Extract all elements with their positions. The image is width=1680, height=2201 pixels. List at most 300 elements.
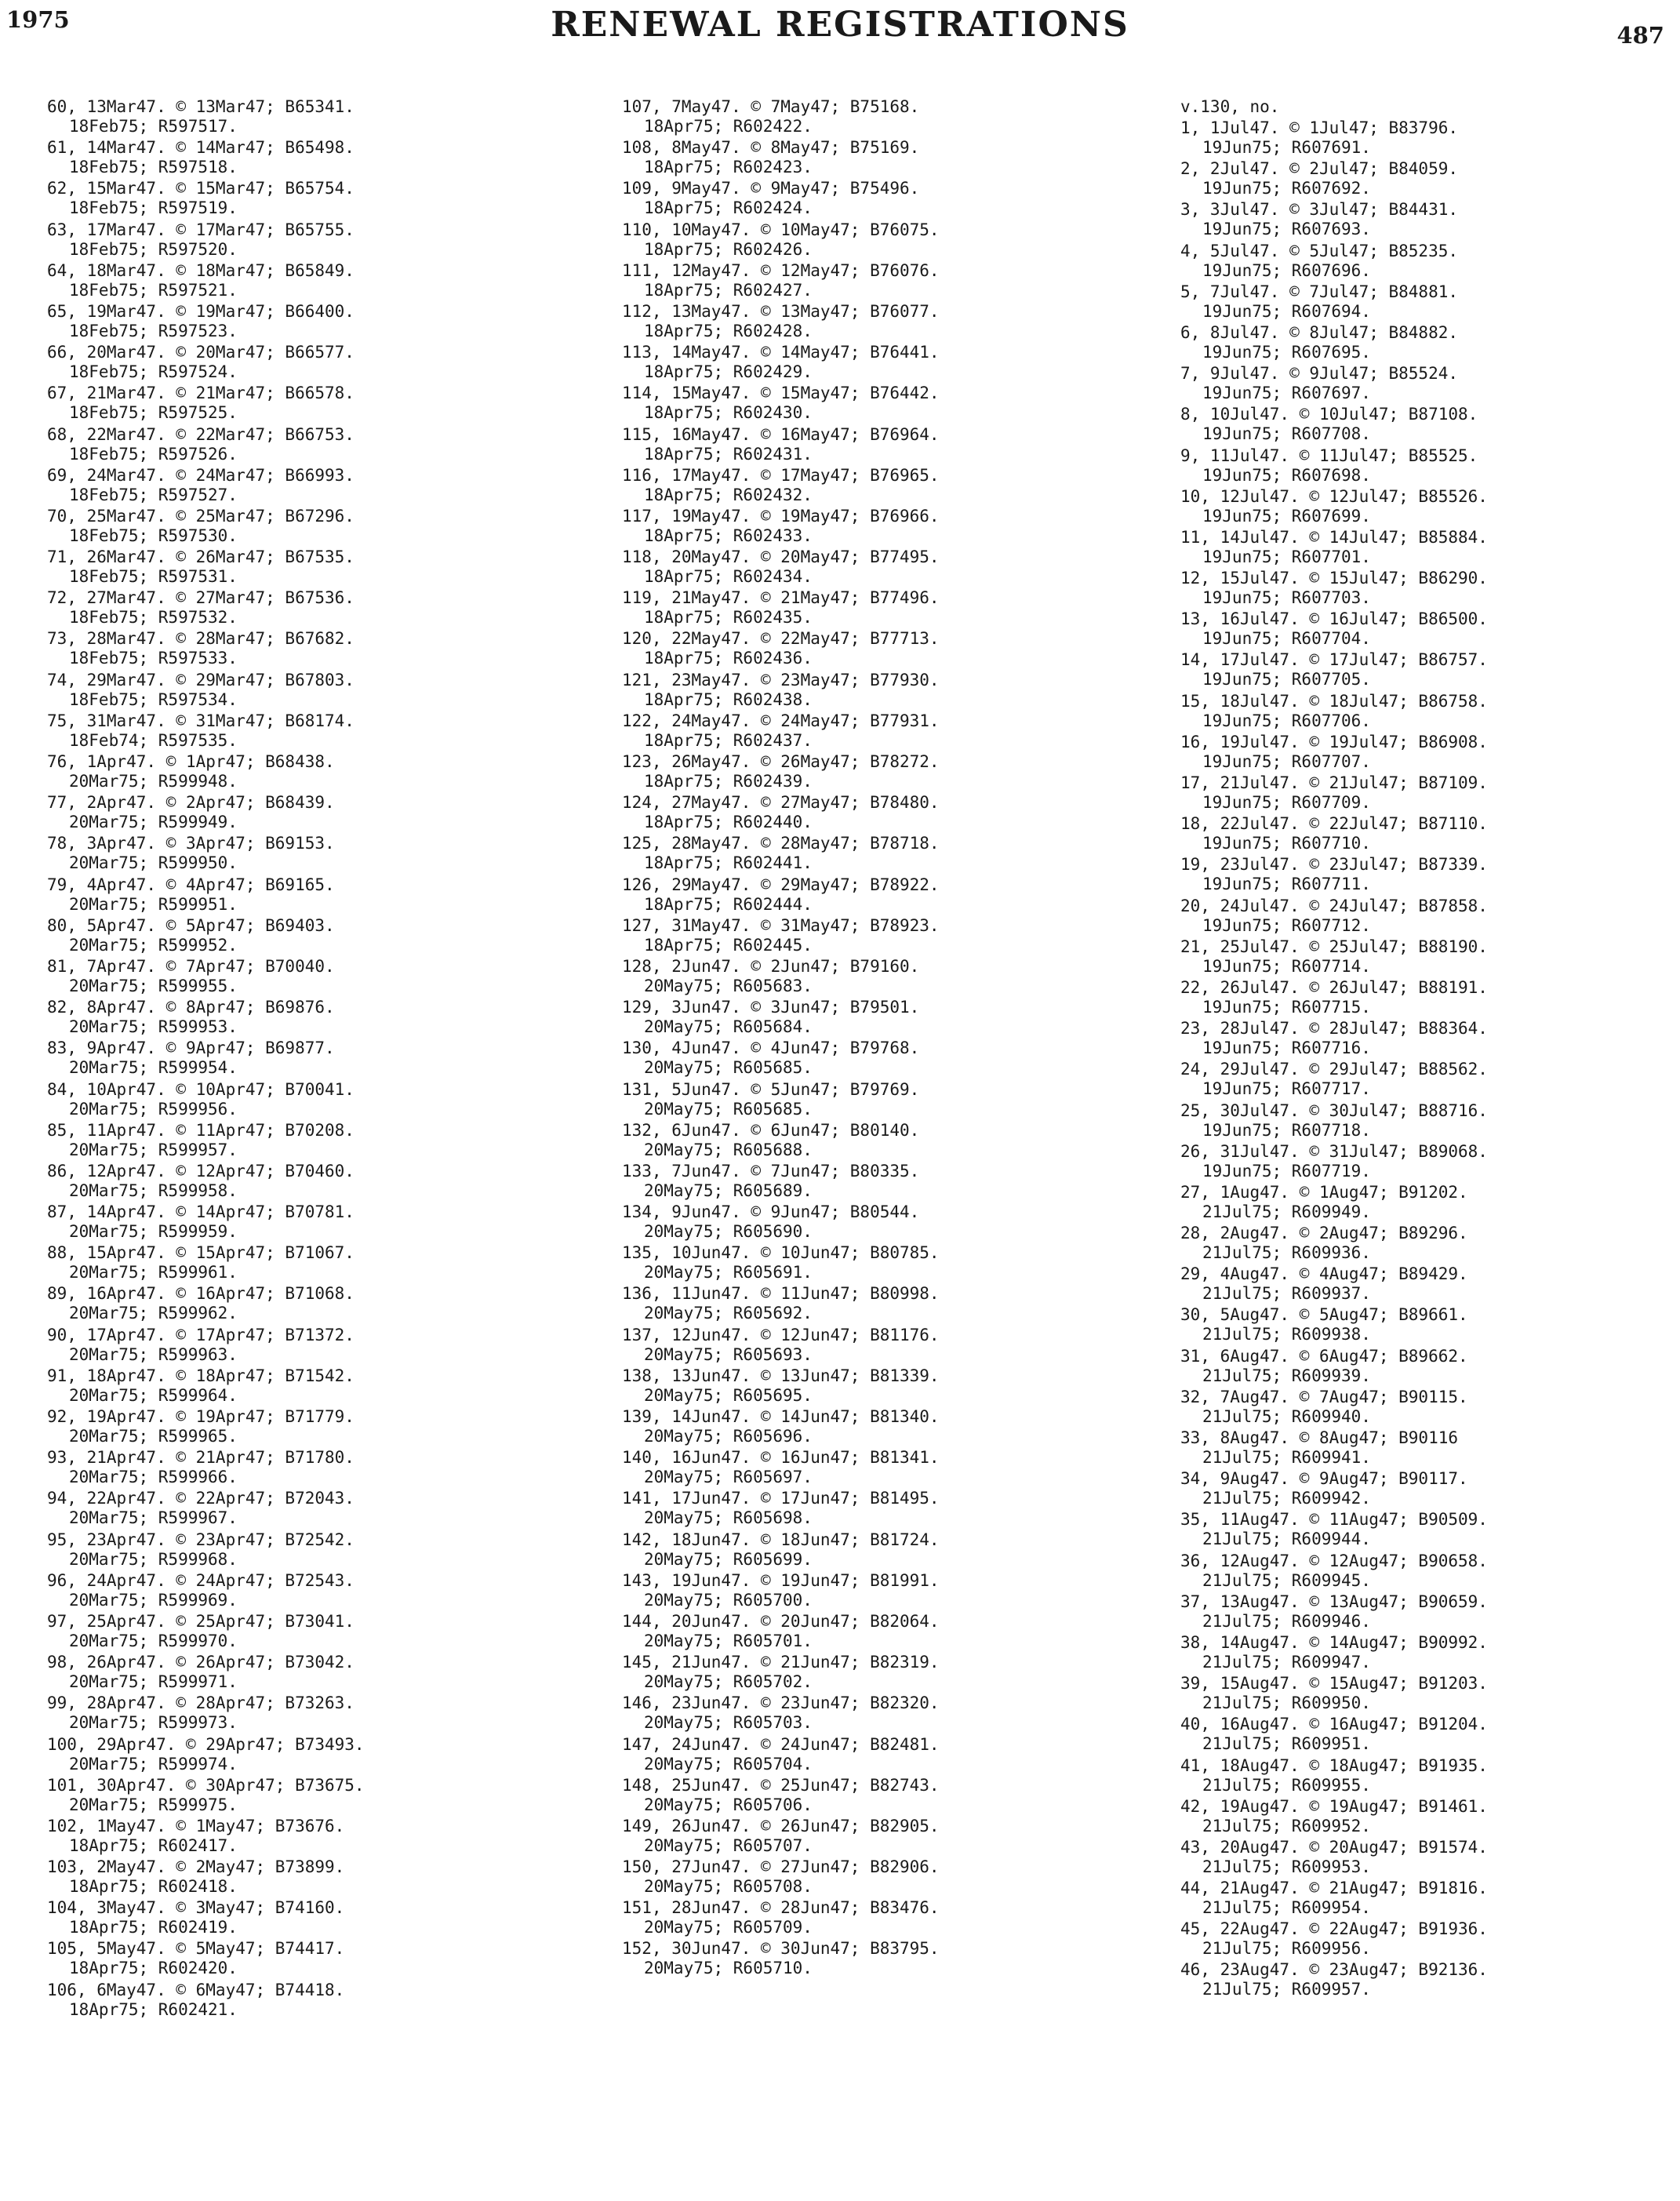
entry-renewal-line: 18Apr75; R602434. <box>644 567 813 587</box>
entry-renewal-line: 18Apr75; R602435. <box>644 608 813 628</box>
entry-renewal-line: 20May75; R605704. <box>644 1754 813 1774</box>
entry-renewal-line: 19Jun75; R607707. <box>1202 751 1371 771</box>
registration-entry <box>47 1898 365 1937</box>
registration-entry <box>47 138 365 177</box>
entry-registration-line: 122, 24May47. © 24May47; B77931. <box>622 711 940 730</box>
entry-renewal-line: 19Jun75; R607715. <box>1202 997 1371 1017</box>
entry-registration-line: 39, 15Aug47. © 15Aug47; B91203. <box>1180 1674 1488 1693</box>
entry-registration-line: 89, 16Apr47. © 16Apr47; B71068. <box>47 1284 355 1304</box>
registration-entry <box>47 1039 365 1078</box>
entry-renewal-line: 18Apr75; R602433. <box>644 526 813 545</box>
registration-entry <box>622 1039 940 1078</box>
entry-registration-line: 109, 9May47. © 9May47; B75496. <box>622 179 920 198</box>
registration-entry <box>47 1366 365 1406</box>
entry-renewal-line: 19Jun75; R607716. <box>1202 1039 1371 1058</box>
registration-entry <box>1180 323 1488 362</box>
entry-registration-line: 121, 23May47. © 23May47; B77930. <box>622 670 940 689</box>
entry-renewal-line: 20Mar75; R599956. <box>69 1099 238 1119</box>
entry-renewal-line: 20Mar75; R599965. <box>69 1427 238 1446</box>
entry-registration-line: 135, 10Jun47. © 10Jun47; B80785. <box>622 1243 940 1263</box>
entry-registration-line: 61, 14Mar47. © 14Mar47; B65498. <box>47 138 355 158</box>
entry-renewal-line: 18Apr75; R602439. <box>644 772 813 791</box>
entry-renewal-line: 19Jun75; R607695. <box>1202 342 1371 362</box>
entry-registration-line: 114, 15May47. © 15May47; B76442. <box>622 384 940 403</box>
entry-registration-line: 13, 16Jul47. © 16Jul47; B86500. <box>1180 609 1488 629</box>
entry-registration-line: 27, 1Aug47. © 1Aug47; B91202. <box>1180 1182 1468 1202</box>
entry-renewal-line: 18Apr75; R602426. <box>644 239 813 259</box>
entry-registration-line: 99, 28Apr47. © 28Apr47; B73263. <box>47 1693 355 1713</box>
registration-entry <box>622 507 940 546</box>
entry-renewal-line: 20May75; R605685. <box>644 1099 813 1119</box>
registration-entry <box>47 1857 365 1897</box>
entry-renewal-line: 18Apr75; R602445. <box>644 935 813 955</box>
registration-entry <box>622 1080 940 1119</box>
registration-entry <box>622 1448 940 1487</box>
entry-renewal-line: 18Apr75; R602431. <box>644 444 813 464</box>
registration-entry <box>47 1571 365 1610</box>
entry-registration-line: 42, 19Aug47. © 19Aug47; B91461. <box>1180 1796 1488 1816</box>
registration-entry <box>622 671 940 710</box>
entry-renewal-line: 19Jun75; R607692. <box>1202 179 1371 198</box>
entry-registration-line: 136, 11Jun47. © 11Jun47; B80998. <box>622 1284 940 1304</box>
entry-registration-line: 125, 28May47. © 28May47; B78718. <box>622 834 940 853</box>
registration-entry <box>1180 1388 1488 1427</box>
entry-renewal-line: 18Feb74; R597535. <box>69 730 238 750</box>
entry-renewal-line: 21Jul75; R609953. <box>1202 1857 1371 1876</box>
registration-entry <box>622 1284 940 1323</box>
entry-renewal-line: 20May75; R605698. <box>644 1508 813 1528</box>
entry-renewal-line: 21Jul75; R609946. <box>1202 1611 1371 1631</box>
entry-renewal-line: 21Jul75; R609954. <box>1202 1898 1371 1918</box>
entry-registration-line: 7, 9Jul47. © 9Jul47; B85524. <box>1180 364 1459 384</box>
entry-renewal-line: 18Apr75; R602420. <box>69 1959 238 1978</box>
registration-entry <box>47 1326 365 1365</box>
entry-renewal-line: 20May75; R605708. <box>644 1877 813 1897</box>
registration-entry <box>1180 733 1488 772</box>
registration-entry <box>622 466 940 505</box>
entry-renewal-line: 18Feb75; R597534. <box>69 689 238 709</box>
entry-renewal-line: 18Feb75; R597533. <box>69 649 238 668</box>
registration-entry <box>1180 1674 1488 1713</box>
entry-renewal-line: 19Jun75; R607710. <box>1202 834 1371 853</box>
entry-renewal-line: 18Feb75; R597523. <box>69 321 238 340</box>
entry-registration-line: 12, 15Jul47. © 15Jul47; B86290. <box>1180 569 1488 588</box>
entry-renewal-line: 19Jun75; R607712. <box>1202 915 1371 935</box>
registration-entry <box>622 793 940 832</box>
entry-renewal-line: 18Apr75; R602417. <box>69 1835 238 1855</box>
entry-registration-line: 128, 2Jun47. © 2Jun47; B79160. <box>622 956 920 976</box>
registration-entry <box>1180 1060 1488 1099</box>
entry-renewal-line: 18Apr75; R602436. <box>644 649 813 668</box>
entry-renewal-line: 19Jun75; R607714. <box>1202 956 1371 976</box>
registration-entry <box>1180 773 1488 813</box>
registration-entry <box>622 343 940 382</box>
entry-registration-line: 5, 7Jul47. © 7Jul47; B84881. <box>1180 282 1459 301</box>
registration-entry <box>1180 118 1488 158</box>
entry-renewal-line: 21Jul75; R609940. <box>1202 1406 1371 1426</box>
entry-renewal-line: 20Mar75; R599968. <box>69 1549 238 1569</box>
entry-registration-line: 142, 18Jun47. © 18Jun47; B81724. <box>622 1530 940 1549</box>
registration-entry <box>47 629 365 668</box>
registration-entry <box>1180 1224 1488 1263</box>
entry-renewal-line: 18Feb75; R597518. <box>69 158 238 177</box>
registration-entry <box>622 588 940 628</box>
registration-entry <box>622 1612 940 1651</box>
registration-entry <box>47 507 365 546</box>
entry-registration-line: 98, 26Apr47. © 26Apr47; B73042. <box>47 1653 355 1672</box>
entry-registration-line: 71, 26Mar47. © 26Mar47; B67535. <box>47 548 355 567</box>
registration-entry <box>47 1939 365 1978</box>
entry-registration-line: 120, 22May47. © 22May47; B77713. <box>622 629 940 649</box>
entry-registration-line: 40, 16Aug47. © 16Aug47; B91204. <box>1180 1715 1488 1734</box>
entry-registration-line: 138, 13Jun47. © 13Jun47; B81339. <box>622 1366 940 1385</box>
entry-registration-line: 38, 14Aug47. © 14Aug47; B90992. <box>1180 1632 1488 1652</box>
column-1 <box>47 97 365 2021</box>
registration-entry <box>47 1202 365 1242</box>
registration-entry <box>1180 487 1488 526</box>
entry-registration-line: 37, 13Aug47. © 13Aug47; B90659. <box>1180 1592 1488 1611</box>
entry-registration-line: 145, 21Jun47. © 21Jun47; B82319. <box>622 1653 940 1672</box>
registration-entry <box>47 752 365 791</box>
entry-registration-line: 14, 17Jul47. © 17Jul47; B86757. <box>1180 650 1488 670</box>
registration-entry <box>622 957 940 996</box>
entry-registration-line: 100, 29Apr47. © 29Apr47; B73493. <box>47 1734 365 1754</box>
registration-entry <box>622 711 940 751</box>
entry-renewal-line: 18Apr75; R602427. <box>644 280 813 300</box>
entry-renewal-line: 18Apr75; R602440. <box>644 813 813 832</box>
entry-registration-line: 152, 30Jun47. © 30Jun47; B83795. <box>622 1939 940 1959</box>
registration-entry <box>47 343 365 382</box>
entry-renewal-line: 19Jun75; R607696. <box>1202 260 1371 280</box>
entry-registration-line: 129, 3Jun47. © 3Jun47; B79501. <box>622 998 920 1017</box>
registration-entry <box>622 384 940 423</box>
entry-registration-line: 141, 17Jun47. © 17Jun47; B81495. <box>622 1489 940 1508</box>
entry-registration-line: 117, 19May47. © 19May47; B76966. <box>622 506 940 526</box>
entry-renewal-line: 18Apr75; R602441. <box>644 853 813 873</box>
entry-renewal-line: 21Jul75; R609938. <box>1202 1325 1371 1344</box>
entry-registration-line: 101, 30Apr47. © 30Apr47; B73675. <box>47 1775 365 1795</box>
entry-renewal-line: 20May75; R605695. <box>644 1385 813 1405</box>
entry-registration-line: 29, 4Aug47. © 4Aug47; B89429. <box>1180 1264 1468 1284</box>
entry-renewal-line: 18Feb75; R597524. <box>69 362 238 382</box>
entry-renewal-line: 21Jul75; R609949. <box>1202 1202 1371 1221</box>
entry-registration-line: 133, 7Jun47. © 7Jun47; B80335. <box>622 1161 920 1181</box>
entry-registration-line: 127, 31May47. © 31May47; B78923. <box>622 915 940 935</box>
registration-entry <box>47 1735 365 1774</box>
entry-renewal-line: 18Apr75; R602418. <box>69 1877 238 1897</box>
entry-registration-line: 103, 2May47. © 2May47; B73899. <box>47 1857 345 1877</box>
entry-registration-line: 46, 23Aug47. © 23Aug47; B92136. <box>1180 1960 1488 1980</box>
entry-registration-line: 81, 7Apr47. © 7Apr47; B70040. <box>47 956 335 976</box>
entry-registration-line: 118, 20May47. © 20May47; B77495. <box>622 548 940 567</box>
entry-registration-line: 119, 21May47. © 21May47; B77496. <box>622 588 940 608</box>
registration-entry <box>47 1776 365 1815</box>
registration-entry <box>622 1407 940 1446</box>
entry-renewal-line: 19Jun75; R607697. <box>1202 384 1371 403</box>
entry-renewal-line: 20May75; R605702. <box>644 1672 813 1692</box>
registration-entry <box>1180 1469 1488 1508</box>
entry-renewal-line: 18Apr75; R602432. <box>644 485 813 504</box>
entry-registration-line: 20, 24Jul47. © 24Jul47; B87858. <box>1180 896 1488 915</box>
entry-registration-line: 131, 5Jun47. © 5Jun47; B79769. <box>622 1079 920 1099</box>
entry-registration-line: 9, 11Jul47. © 11Jul47; B85525. <box>1180 446 1478 465</box>
entry-renewal-line: 20May75; R605684. <box>644 1017 813 1037</box>
entry-registration-line: 106, 6May47. © 6May47; B74418. <box>47 1980 345 1999</box>
registration-entry <box>622 261 940 300</box>
entry-registration-line: 23, 28Jul47. © 28Jul47; B88364. <box>1180 1019 1488 1039</box>
column-3 <box>1180 97 1488 2002</box>
entry-registration-line: 116, 17May47. © 17May47; B76965. <box>622 465 940 485</box>
registration-entry <box>622 1202 940 1242</box>
entry-renewal-line: 21Jul75; R609941. <box>1202 1448 1371 1467</box>
entry-registration-line: 91, 18Apr47. © 18Apr47; B71542. <box>47 1366 355 1385</box>
entry-registration-line: 74, 29Mar47. © 29Mar47; B67803. <box>47 670 355 689</box>
registration-entry <box>622 1776 940 1815</box>
entry-registration-line: 86, 12Apr47. © 12Apr47; B70460. <box>47 1161 355 1181</box>
entry-renewal-line: 20Mar75; R599964. <box>69 1385 238 1405</box>
registration-entry <box>1180 405 1488 444</box>
entry-registration-line: 30, 5Aug47. © 5Aug47; B89661. <box>1180 1305 1468 1325</box>
entry-registration-line: 3, 3Jul47. © 3Jul47; B84431. <box>1180 200 1459 220</box>
registration-entry <box>622 138 940 177</box>
entry-registration-line: 31, 6Aug47. © 6Aug47; B89662. <box>1180 1346 1468 1366</box>
entry-registration-line: 36, 12Aug47. © 12Aug47; B90658. <box>1180 1551 1488 1570</box>
registration-entry <box>622 1857 940 1897</box>
entry-registration-line: 28, 2Aug47. © 2Aug47; B89296. <box>1180 1224 1468 1243</box>
entry-renewal-line: 18Apr75; R602437. <box>644 730 813 750</box>
entry-registration-line: 35, 11Aug47. © 11Aug47; B90509. <box>1180 1510 1488 1530</box>
entry-registration-line: 108, 8May47. © 8May47; B75169. <box>622 138 920 158</box>
entry-renewal-line: 20May75; R605706. <box>644 1795 813 1814</box>
entry-renewal-line: 20Mar75; R599951. <box>69 894 238 914</box>
registration-entry <box>1180 242 1488 281</box>
entry-registration-line: 130, 4Jun47. © 4Jun47; B79768. <box>622 1039 920 1058</box>
registration-entry <box>1180 1264 1488 1304</box>
entry-registration-line: 4, 5Jul47. © 5Jul47; B85235. <box>1180 241 1459 260</box>
entry-renewal-line: 20May75; R605690. <box>644 1222 813 1242</box>
registration-entry <box>47 1530 365 1570</box>
registration-entry <box>47 466 365 505</box>
entry-renewal-line: 20May75; R605693. <box>644 1344 813 1364</box>
entry-registration-line: 32, 7Aug47. © 7Aug47; B90115. <box>1180 1387 1468 1406</box>
registration-entry <box>47 957 365 996</box>
entry-renewal-line: 21Jul75; R609952. <box>1202 1816 1371 1835</box>
entry-renewal-line: 18Apr75; R602438. <box>644 689 813 709</box>
entry-registration-line: 34, 9Aug47. © 9Aug47; B90117. <box>1180 1469 1468 1489</box>
entry-renewal-line: 20Mar75; R599957. <box>69 1140 238 1159</box>
entry-registration-line: 24, 29Jul47. © 29Jul47; B88562. <box>1180 1060 1488 1079</box>
entry-renewal-line: 20Mar75; R599961. <box>69 1263 238 1282</box>
entry-registration-line: 82, 8Apr47. © 8Apr47; B69876. <box>47 998 335 1017</box>
registration-entry <box>1180 609 1488 649</box>
registration-entry <box>1180 1019 1488 1058</box>
entry-registration-line: 62, 15Mar47. © 15Mar47; B65754. <box>47 179 355 198</box>
registration-entry <box>622 1121 940 1160</box>
entry-registration-line: 93, 21Apr47. © 21Apr47; B71780. <box>47 1448 355 1468</box>
entry-renewal-line: 19Jun75; R607699. <box>1202 506 1371 526</box>
entry-renewal-line: 19Jun75; R607706. <box>1202 711 1371 730</box>
entry-renewal-line: 21Jul75; R609944. <box>1202 1530 1371 1549</box>
entry-registration-line: 140, 16Jun47. © 16Jun47; B81341. <box>622 1448 940 1468</box>
entry-renewal-line: 19Jun75; R607693. <box>1202 220 1371 239</box>
entry-renewal-line: 19Jun75; R607701. <box>1202 547 1371 566</box>
entry-registration-line: 79, 4Apr47. © 4Apr47; B69165. <box>47 875 335 894</box>
registration-entry <box>622 1530 940 1570</box>
entry-renewal-line: 20Mar75; R599954. <box>69 1058 238 1078</box>
entry-registration-line: 15, 18Jul47. © 18Jul47; B86758. <box>1180 691 1488 711</box>
registration-entry <box>622 1817 940 1856</box>
entry-renewal-line: 21Jul75; R609956. <box>1202 1939 1371 1959</box>
registration-entry <box>622 179 940 218</box>
entry-registration-line: 88, 15Apr47. © 15Apr47; B71067. <box>47 1243 355 1263</box>
entry-registration-line: 96, 24Apr47. © 24Apr47; B72543. <box>47 1570 355 1590</box>
registration-entry <box>47 548 365 587</box>
registration-entry <box>47 1448 365 1487</box>
entry-renewal-line: 21Jul75; R609951. <box>1202 1734 1371 1754</box>
entry-registration-line: 97, 25Apr47. © 25Apr47; B73041. <box>47 1611 355 1631</box>
registration-entry <box>1180 978 1488 1017</box>
entry-renewal-line: 18Feb75; R597517. <box>69 117 238 136</box>
entry-renewal-line: 20Mar75; R599973. <box>69 1713 238 1733</box>
entry-renewal-line: 18Feb75; R597527. <box>69 485 238 504</box>
entry-renewal-line: 20Mar75; R599966. <box>69 1468 238 1487</box>
entry-registration-line: 84, 10Apr47. © 10Apr47; B70041. <box>47 1079 355 1099</box>
entry-renewal-line: 20Mar75; R599962. <box>69 1304 238 1323</box>
entry-renewal-line: 19Jun75; R607698. <box>1202 465 1371 485</box>
registration-entry <box>47 671 365 710</box>
entry-registration-line: 64, 18Mar47. © 18Mar47; B65849. <box>47 260 355 280</box>
registration-entry <box>622 425 940 464</box>
registration-entry <box>622 302 940 341</box>
registration-entry <box>1180 897 1488 936</box>
page-title: RENEWAL REGISTRATIONS <box>551 5 1129 45</box>
entry-registration-line: 77, 2Apr47. © 2Apr47; B68439. <box>47 793 335 813</box>
entry-registration-line: 132, 6Jun47. © 6Jun47; B80140. <box>622 1120 920 1140</box>
entry-registration-line: 22, 26Jul47. © 26Jul47; B88191. <box>1180 977 1488 997</box>
entry-registration-line: 19, 23Jul47. © 23Jul47; B87339. <box>1180 855 1488 875</box>
entry-renewal-line: 19Jun75; R607704. <box>1202 629 1371 649</box>
entry-renewal-line: 21Jul75; R609947. <box>1202 1652 1371 1672</box>
entry-registration-line: 66, 20Mar47. © 20Mar47; B66577. <box>47 343 355 362</box>
registration-entry <box>622 834 940 873</box>
entry-registration-line: 102, 1May47. © 1May47; B73676. <box>47 1816 345 1835</box>
registration-entry <box>622 1653 940 1692</box>
registration-entry <box>622 1939 940 1978</box>
registration-entry <box>1180 528 1488 567</box>
entry-renewal-line: 19Jun75; R607691. <box>1202 138 1371 157</box>
entry-renewal-line: 20Mar75; R599969. <box>69 1590 238 1610</box>
registration-entry <box>47 1243 365 1282</box>
entry-renewal-line: 20Mar75; R599963. <box>69 1344 238 1364</box>
registration-entry <box>47 1080 365 1119</box>
entry-registration-line: 45, 22Aug47. © 22Aug47; B91936. <box>1180 1919 1488 1939</box>
entry-registration-line: 124, 27May47. © 27May47; B78480. <box>622 793 940 813</box>
entry-renewal-line: 19Jun75; R607708. <box>1202 424 1371 444</box>
entry-renewal-line: 20May75; R605697. <box>644 1468 813 1487</box>
registration-entry <box>622 220 940 260</box>
entry-renewal-line: 20Mar75; R599970. <box>69 1631 238 1650</box>
registration-entry <box>1180 1633 1488 1672</box>
registration-columns <box>0 97 1680 2199</box>
registration-entry <box>622 1489 940 1528</box>
entry-renewal-line: 21Jul75; R609945. <box>1202 1570 1371 1590</box>
registration-entry <box>47 916 365 955</box>
registration-entry <box>1180 1592 1488 1632</box>
registration-entry <box>1180 1347 1488 1386</box>
entry-renewal-line: 20Mar75; R599959. <box>69 1222 238 1242</box>
entry-renewal-line: 21Jul75; R609950. <box>1202 1693 1371 1713</box>
entry-renewal-line: 18Apr75; R602444. <box>644 894 813 914</box>
entry-registration-line: 151, 28Jun47. © 28Jun47; B83476. <box>622 1898 940 1918</box>
entry-registration-line: 87, 14Apr47. © 14Apr47; B70781. <box>47 1202 355 1222</box>
entry-renewal-line: 18Feb75; R597532. <box>69 608 238 628</box>
entry-renewal-line: 20May75; R605696. <box>644 1427 813 1446</box>
registration-entry <box>1180 1960 1488 1999</box>
entry-registration-line: 104, 3May47. © 3May47; B74160. <box>47 1898 345 1918</box>
entry-renewal-line: 20May75; R605709. <box>644 1918 813 1937</box>
entry-registration-line: 25, 30Jul47. © 30Jul47; B88716. <box>1180 1100 1488 1120</box>
entry-renewal-line: 18Feb75; R597525. <box>69 403 238 423</box>
registration-entry <box>1180 446 1488 486</box>
entry-registration-line: 1, 1Jul47. © 1Jul47; B83796. <box>1180 118 1459 137</box>
page-number: 487 <box>1616 22 1664 49</box>
entry-renewal-line: 20May75; R605685. <box>644 1058 813 1078</box>
entry-renewal-line: 18Apr75; R602429. <box>644 362 813 382</box>
entry-renewal-line: 20May75; R605683. <box>644 976 813 995</box>
entry-renewal-line: 20May75; R605710. <box>644 1959 813 1978</box>
entry-registration-line: 2, 2Jul47. © 2Jul47; B84059. <box>1180 159 1459 179</box>
entry-renewal-line: 18Apr75; R602428. <box>644 321 813 340</box>
entry-registration-line: 144, 20Jun47. © 20Jun47; B82064. <box>622 1611 940 1631</box>
entry-registration-line: 85, 11Apr47. © 11Apr47; B70208. <box>47 1120 355 1140</box>
entry-renewal-line: 21Jul75; R609937. <box>1202 1284 1371 1304</box>
registration-entry <box>47 1162 365 1201</box>
entry-renewal-line: 20May75; R605700. <box>644 1590 813 1610</box>
entry-registration-line: 115, 16May47. © 16May47; B76964. <box>622 424 940 444</box>
registration-entry <box>1180 1756 1488 1795</box>
registration-entry <box>1180 1510 1488 1549</box>
registration-entry <box>47 1817 365 1856</box>
entry-registration-line: 70, 25Mar47. © 25Mar47; B67296. <box>47 506 355 526</box>
entry-renewal-line: 20May75; R605691. <box>644 1263 813 1282</box>
entry-registration-line: 44, 21Aug47. © 21Aug47; B91816. <box>1180 1879 1488 1898</box>
entry-registration-line: 90, 17Apr47. © 17Apr47; B71372. <box>47 1325 355 1344</box>
entry-renewal-line: 21Jul75; R609955. <box>1202 1775 1371 1795</box>
registration-entry <box>1180 1142 1488 1181</box>
registration-entry <box>622 97 940 136</box>
entry-renewal-line: 20Mar75; R599949. <box>69 813 238 832</box>
entry-registration-line: 149, 26Jun47. © 26Jun47; B82905. <box>622 1816 940 1835</box>
entry-renewal-line: 20May75; R605707. <box>644 1835 813 1855</box>
registration-entry <box>1180 1879 1488 1918</box>
registration-entry <box>622 1243 940 1282</box>
entry-registration-line: 72, 27Mar47. © 27Mar47; B67536. <box>47 588 355 608</box>
registration-entry <box>622 916 940 955</box>
registration-entry <box>1180 1552 1488 1591</box>
entry-registration-line: 95, 23Apr47. © 23Apr47; B72542. <box>47 1530 355 1549</box>
registration-entry <box>47 425 365 464</box>
entry-renewal-line: 19Jun75; R607711. <box>1202 875 1371 894</box>
registration-entry <box>622 1693 940 1733</box>
entry-registration-line: 148, 25Jun47. © 25Jun47; B82743. <box>622 1775 940 1795</box>
registration-entry <box>47 220 365 260</box>
registration-entry <box>1180 1101 1488 1141</box>
entry-renewal-line: 20May75; R605699. <box>644 1549 813 1569</box>
registration-entry <box>1180 1797 1488 1836</box>
registration-entry <box>622 1735 940 1774</box>
registration-entry <box>1180 1919 1488 1959</box>
entry-registration-line: 107, 7May47. © 7May47; B75168. <box>622 97 920 116</box>
